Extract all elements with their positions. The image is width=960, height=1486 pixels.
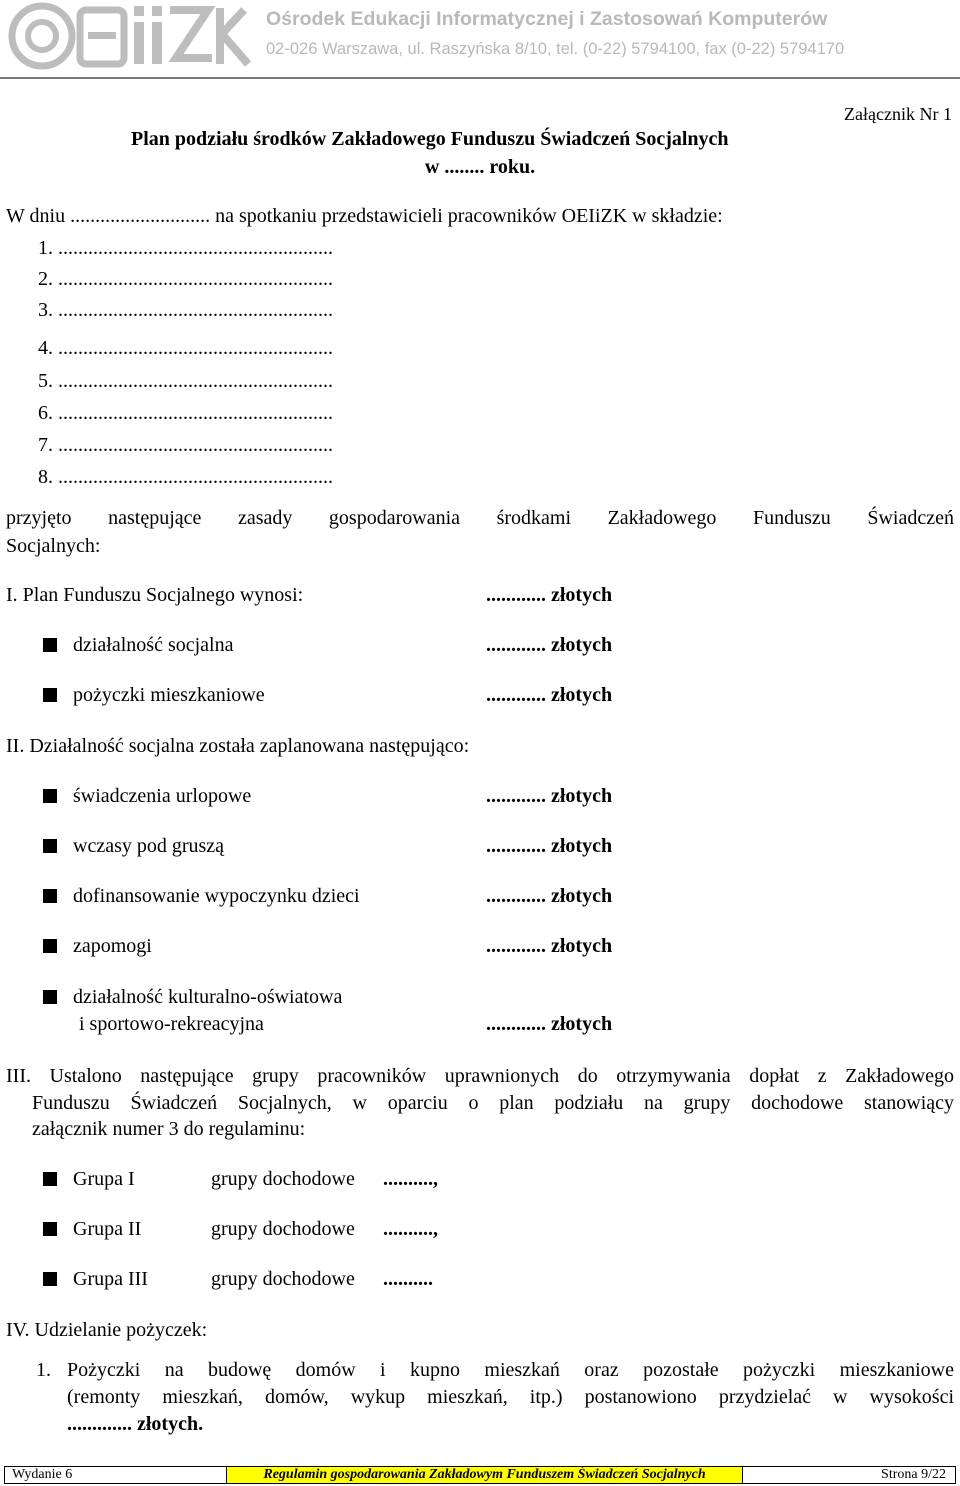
section1-item-label: pożyczki mieszkaniowe [73,684,265,706]
group-income-label: grupy dochodowe [211,1218,355,1240]
group-name: Grupa III [73,1268,148,1290]
section3-text-cont: Funduszu Świadczeń Socjalnych, w oparciu o plan podziału na grupy dochodowe stanowiący [32,1092,954,1114]
section4-item-text-cont: (remonty mieszkań, domów, wykup mieszkań, itp.) postanowiono przydzielać w wysokości [67,1386,954,1408]
bullet-square-icon [43,1272,57,1286]
bullet-square-icon [43,688,57,702]
group-name: Grupa I [73,1168,135,1190]
section4-heading: IV. Udzielanie pożyczek: [6,1319,208,1341]
section2-item-amount: ............ złotych [486,1013,613,1035]
section2-item-label: wczasy pod gruszą [73,835,225,857]
member-line: 4. ....................................................... [38,337,333,359]
organization-name: Ośrodek Edukacji Informatycznej i Zastosowań Komputerów [266,8,828,30]
adopted-text-cont: Socjalnych: [6,535,101,557]
bullet-square-icon [43,939,57,953]
group-income-label: grupy dochodowe [211,1268,355,1290]
section2-heading: II. Działalność socjalna została zaplanowana następująco: [6,735,470,757]
section2-item-label: dofinansowanie wypoczynku dzieci [73,885,360,907]
section4-item-text: Pożyczki na budowę domów i kupno mieszkań oraz pozostałe pożyczki mieszkaniowe [67,1359,954,1381]
member-line: 1. ....................................................... [38,237,333,259]
member-line: 3. ....................................................... [38,299,333,321]
group-income-value: .........., [383,1218,438,1240]
section3-text: III. Ustalono następujące grupy pracowników uprawnionych do otrzymywania dopłat z Zakładowego [6,1065,954,1087]
section3-text-cont: załącznik numer 3 do regulaminu: [32,1118,306,1140]
member-line: 5. ....................................................... [38,370,333,392]
intro-text: W dniu ............................ na spotkaniu przedstawicieli pracowników OEIiZK w składzie: [6,205,723,227]
bullet-square-icon [43,889,57,903]
member-line: 7. ....................................................... [38,434,333,456]
document-title-year: w ........ roku. [424,156,536,178]
oeiizk-logo [8,2,258,77]
footer-page-number: Strona 9/22 [881,1467,946,1482]
member-line: 6. ....................................................... [38,402,333,424]
group-name: Grupa II [73,1218,142,1240]
footer-edition: Wydanie 6 [12,1467,73,1482]
member-line: 8. ....................................................... [38,466,333,488]
section1-item-amount: ............ złotych [486,634,613,656]
group-income-label: grupy dochodowe [211,1168,355,1190]
member-line: 2. ....................................................... [38,268,333,290]
section4-item-number: 1. [36,1359,51,1381]
section4-item-amount: ............. złotych. [67,1413,204,1435]
section2-item-amount: ............ złotych [486,885,613,907]
section2-item-amount: ............ złotych [486,935,613,957]
bullet-square-icon [43,789,57,803]
section1-amount: ............ złotych [486,584,613,606]
adopted-text: przyjęto następujące zasady gospodarowania środkami Zakładowego Funduszu Świadczeń [6,507,954,529]
document-title: Plan podziału środków Zakładowego Funduszu Świadczeń Socjalnych [131,128,729,150]
section2-item-amount: ............ złotych [486,835,613,857]
bullet-square-icon [43,839,57,853]
header-divider [0,77,960,79]
section2-item-label: świadczenia urlopowe [73,785,252,807]
section2-item-amount: ............ złotych [486,785,613,807]
footer-document-title: Regulamin gospodarowania Zakładowym Funduszem Świadczeń Socjalnych [226,1467,743,1483]
section2-item-label-cont: i sportowo-rekreacyjna [79,1013,264,1035]
organization-address: 02-026 Warszawa, ul. Raszyńska 8/10, tel. (0-22) 5794100, fax (0-22) 5794170 [266,40,845,58]
attachment-label: Załącznik Nr 1 [844,104,952,124]
section2-item-label: zapomogi [73,935,152,957]
bullet-square-icon [43,990,57,1004]
bullet-square-icon [43,638,57,652]
section1-heading: I. Plan Funduszu Socjalnego wynosi: [6,584,304,606]
bullet-square-icon [43,1172,57,1186]
section1-item-label: działalność socjalna [73,634,234,656]
section1-item-amount: ............ złotych [486,684,613,706]
section2-item-label: działalność kulturalno-oświatowa [73,986,343,1008]
group-income-value: .......... [383,1268,433,1290]
bullet-square-icon [43,1222,57,1236]
group-income-value: .........., [383,1168,438,1190]
